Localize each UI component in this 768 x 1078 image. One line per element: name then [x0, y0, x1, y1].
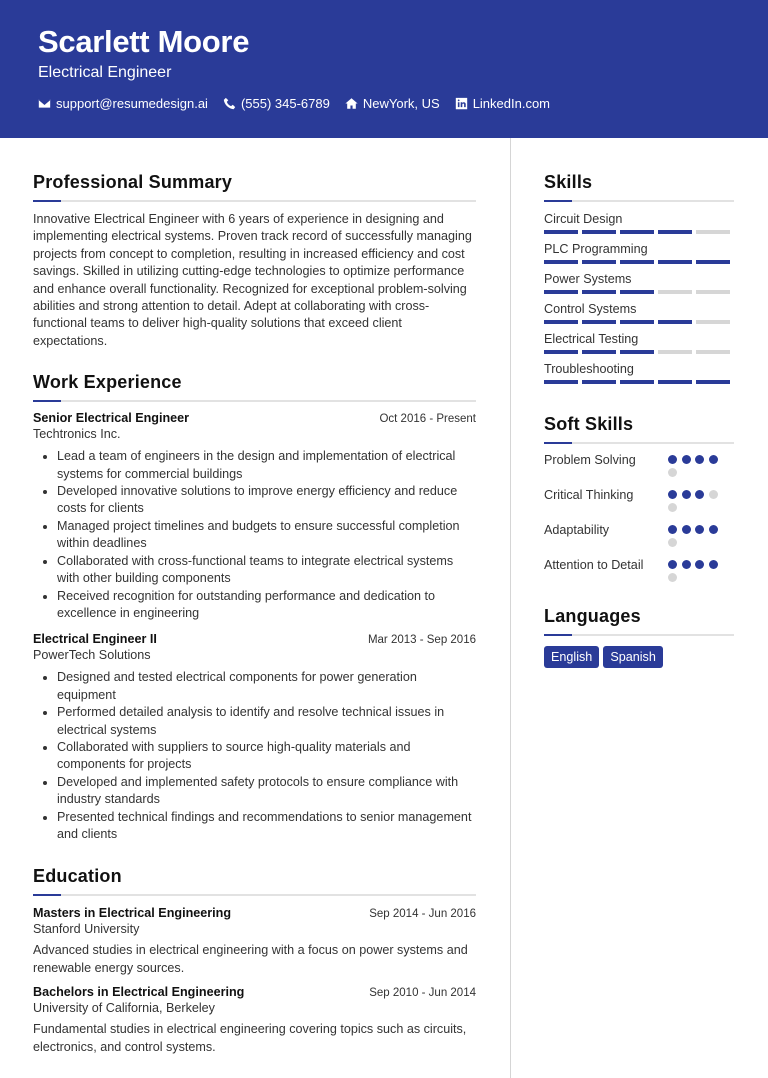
- soft-skill-rating: [668, 487, 724, 516]
- contact-email[interactable]: [38, 96, 208, 111]
- soft-skill-item: [544, 452, 734, 481]
- education-description: Fundamental studies in electrical engineering covering topics such as circuits, electronics, and control systems.: [33, 1022, 467, 1054]
- skill-level-bar: [544, 290, 734, 294]
- skill-level-segment: [582, 320, 616, 324]
- soft-skill-item: [544, 557, 734, 586]
- rating-dot: [682, 560, 691, 569]
- job-company: Techtronics Inc.: [33, 427, 121, 442]
- degree: Bachelors in Electrical Engineering: [33, 985, 245, 1000]
- list-item: • Collaborated with suppliers to source high-quality materials and components for projects: [57, 739, 476, 774]
- skill-level-segment: [696, 260, 730, 264]
- experience-section: [33, 372, 476, 843]
- skill-name: Circuit Design: [544, 212, 623, 226]
- contact-bar: [38, 96, 565, 111]
- skill-level-segment: [582, 230, 616, 234]
- soft-skill-name: Problem Solving: [544, 453, 636, 467]
- rating-dot: [682, 525, 691, 534]
- rating-dot: [668, 490, 677, 499]
- contact-phone[interactable]: [223, 96, 330, 111]
- phone-icon: [223, 97, 236, 110]
- contact-linkedin-text: LinkedIn.com: [472, 96, 551, 111]
- skill-level-segment: [620, 350, 654, 354]
- resume-header: [0, 0, 768, 138]
- soft-skill-name: Adaptability: [544, 523, 610, 537]
- soft-skill-item: [544, 522, 734, 551]
- job-role: Senior Electrical Engineer: [33, 411, 190, 426]
- skills-section: [544, 172, 734, 384]
- language-list: [544, 646, 734, 668]
- skill-level-segment: [544, 320, 578, 324]
- skill-name: Control Systems: [544, 302, 637, 316]
- skill-item: [544, 212, 734, 234]
- rating-dot: [709, 525, 718, 534]
- contact-phone-text: (555) 345-6789: [240, 96, 330, 111]
- rating-dot: [682, 490, 691, 499]
- rating-dot: [668, 560, 677, 569]
- skill-level-segment: [582, 350, 616, 354]
- education-entry: [33, 906, 476, 977]
- soft-skill-item: [544, 487, 734, 516]
- skill-level-bar: [544, 380, 734, 384]
- skill-level-segment: [544, 350, 578, 354]
- home-icon: [345, 97, 358, 110]
- skill-level-segment: [582, 290, 616, 294]
- rating-dot: [668, 468, 677, 477]
- education-date: Sep 2014 - Jun 2016: [369, 908, 476, 921]
- skill-level-segment: [658, 380, 692, 384]
- skill-level-segment: [620, 380, 654, 384]
- soft-skill-rating: [668, 522, 724, 551]
- skill-item: [544, 302, 734, 324]
- linkedin-icon: [455, 97, 468, 110]
- section-title-languages: Languages: [544, 606, 641, 626]
- candidate-title: Electrical Engineer: [38, 64, 172, 81]
- rating-dot: [695, 455, 704, 464]
- skill-level-bar: [544, 260, 734, 264]
- rating-dot: [668, 538, 677, 547]
- rating-dot: [709, 490, 718, 499]
- contact-location-text: NewYork, US: [362, 96, 440, 111]
- skill-item: [544, 332, 734, 354]
- section-rule: [544, 442, 734, 444]
- skill-level-segment: [658, 260, 692, 264]
- list-item: • Developed innovative solutions to improve energy efficiency and reduce costs for clients: [57, 483, 476, 518]
- job-role: Electrical Engineer II: [33, 632, 157, 647]
- job-company: PowerTech Solutions: [33, 648, 151, 663]
- skill-level-segment: [620, 290, 654, 294]
- education-entry: [33, 985, 476, 1056]
- rating-dot: [668, 573, 677, 582]
- skill-level-bar: [544, 320, 734, 324]
- job-entry: [33, 632, 476, 843]
- summary-text: Innovative Electrical Engineer with 6 years of experience in designing and implementing electrical systems. Proven track record of successfully managing projects from concept to completion, resulting in increased efficiency and cost savings. Skilled in utilizing cutting-edge technologies to optimize performance and enhance overall functionality. Recognized for exceptional problem-solving abilities and strong attention to detail. Adept at collaborating with cross-functional teams to deliver high-quality solutions that exceed client expectations.: [33, 212, 472, 348]
- education-section: [33, 866, 476, 1056]
- skill-level-segment: [696, 380, 730, 384]
- skill-level-segment: [544, 260, 578, 264]
- summary-section: [33, 172, 476, 350]
- rating-dot: [709, 455, 718, 464]
- skill-name: Electrical Testing: [544, 332, 639, 346]
- skill-level-segment: [696, 230, 730, 234]
- skill-level-segment: [658, 230, 692, 234]
- job-bullets: [33, 669, 476, 843]
- section-rule: [544, 200, 734, 202]
- soft-skills-section: [544, 414, 734, 586]
- rating-dot: [668, 503, 677, 512]
- skill-level-segment: [544, 290, 578, 294]
- skill-level-segment: [544, 380, 578, 384]
- job-entry: [33, 411, 476, 622]
- section-rule: [33, 200, 476, 202]
- list-item: • Received recognition for outstanding performance and dedication to excellence in engineering: [57, 588, 476, 623]
- contact-linkedin[interactable]: [455, 96, 550, 111]
- skill-level-segment: [620, 260, 654, 264]
- job-bullets: [33, 448, 476, 622]
- soft-skills-list: [544, 452, 734, 586]
- section-title-summary: Professional Summary: [33, 172, 233, 192]
- skill-item: [544, 362, 734, 384]
- section-rule: [33, 400, 476, 402]
- section-rule: [544, 634, 734, 636]
- skill-name: PLC Programming: [544, 242, 648, 256]
- skill-name: Troubleshooting: [544, 362, 634, 376]
- skill-item: [544, 272, 734, 294]
- rating-dot: [695, 525, 704, 534]
- list-item: • Developed and implemented safety protocols to ensure compliance with industry standards: [57, 774, 476, 809]
- column-divider: [510, 138, 511, 1078]
- school: Stanford University: [33, 922, 140, 937]
- soft-skill-name: Critical Thinking: [544, 488, 634, 502]
- rating-dot: [668, 525, 677, 534]
- rating-dot: [668, 455, 677, 464]
- section-title-experience: Work Experience: [33, 372, 182, 393]
- skill-level-segment: [620, 320, 654, 324]
- section-rule: [33, 894, 476, 896]
- list-item: • Collaborated with cross-functional teams to integrate electrical systems with other building components: [57, 553, 476, 588]
- section-title-skills: Skills: [544, 172, 593, 192]
- section-title-education: Education: [33, 866, 122, 887]
- skill-level-segment: [696, 320, 730, 324]
- education-date: Sep 2010 - Jun 2014: [369, 987, 476, 1000]
- list-item: • Lead a team of engineers in the design and implementation of electrical systems for commercial buildings: [57, 448, 476, 483]
- job-date: Oct 2016 - Present: [379, 413, 476, 426]
- degree: Masters in Electrical Engineering: [33, 906, 232, 921]
- soft-skill-name: Attention to Detail: [544, 558, 644, 572]
- skill-level-segment: [620, 230, 654, 234]
- rating-dot: [709, 560, 718, 569]
- main-column: [33, 172, 476, 1056]
- skill-level-segment: [658, 320, 692, 324]
- education-description: Advanced studies in electrical engineering with a focus on power systems and renewable energy sources.: [33, 943, 468, 975]
- languages-section: [544, 606, 734, 668]
- list-item: • Managed project timelines and budgets to ensure successful completion within deadlines: [57, 518, 476, 553]
- soft-skill-rating: [668, 452, 724, 481]
- contact-location: [345, 96, 440, 111]
- job-date: Mar 2013 - Sep 2016: [367, 634, 476, 647]
- language-badge: English: [544, 646, 599, 668]
- skill-level-segment: [582, 380, 616, 384]
- list-item: • Presented technical findings and recommendations to senior management and clients: [57, 809, 476, 844]
- skill-level-segment: [544, 230, 578, 234]
- candidate-name: Scarlett Moore: [38, 24, 250, 59]
- envelope-icon: [38, 97, 51, 110]
- skill-level-segment: [658, 350, 692, 354]
- rating-dot: [695, 560, 704, 569]
- language-badge: Spanish: [603, 646, 663, 668]
- sidebar-column: [544, 172, 734, 668]
- skills-list: [544, 212, 734, 384]
- contact-email-text: support@resumedesign.ai: [56, 96, 208, 111]
- school: University of California, Berkeley: [33, 1001, 215, 1016]
- rating-dot: [682, 455, 691, 464]
- skill-item: [544, 242, 734, 264]
- rating-dot: [695, 490, 704, 499]
- list-item: • Performed detailed analysis to identify and resolve technical issues in electrical systems: [57, 704, 476, 739]
- skill-level-segment: [658, 290, 692, 294]
- skill-name: Power Systems: [544, 272, 632, 286]
- list-item: • Designed and tested electrical components for power generation equipment: [57, 669, 476, 704]
- section-title-soft-skills: Soft Skills: [544, 414, 634, 434]
- skill-level-segment: [696, 290, 730, 294]
- soft-skill-rating: [668, 557, 724, 586]
- skill-level-bar: [544, 350, 734, 354]
- skill-level-bar: [544, 230, 734, 234]
- skill-level-segment: [696, 350, 730, 354]
- skill-level-segment: [582, 260, 616, 264]
